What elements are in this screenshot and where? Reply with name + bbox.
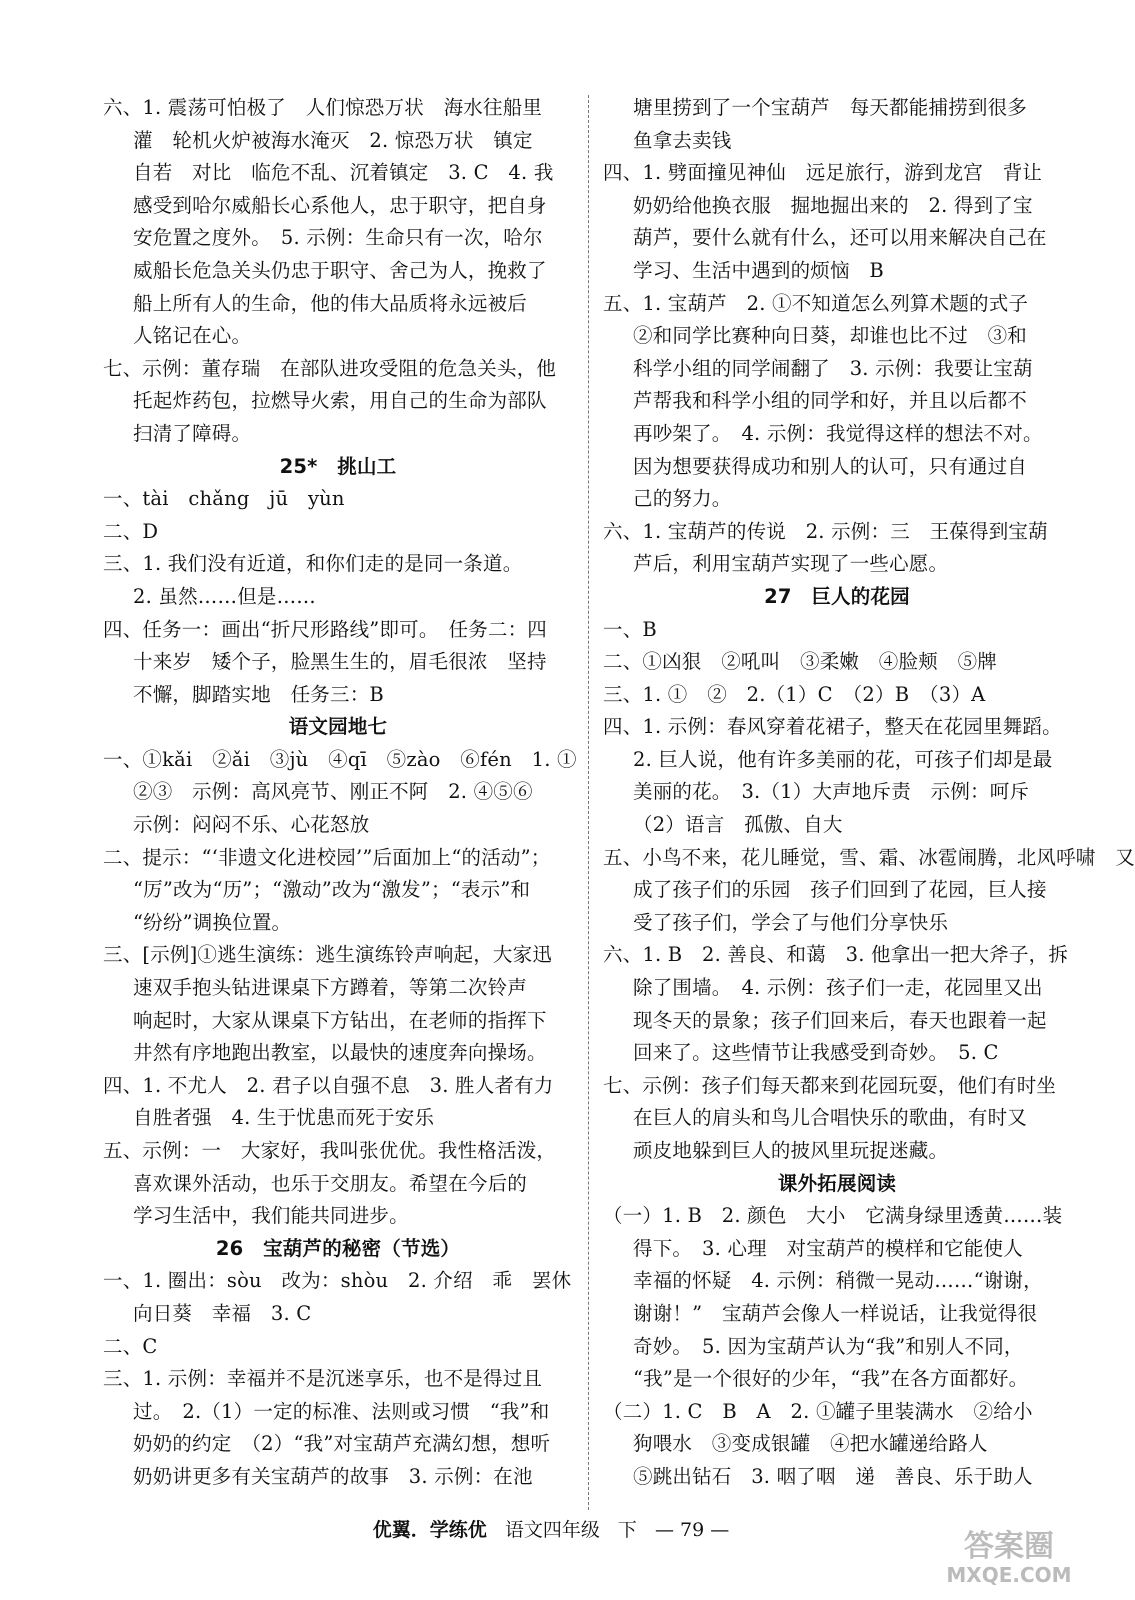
left-text-line: 向日葵 幸福 3. C [133,1301,312,1325]
left-text-line: 三、1. 示例：幸福并不是沉迷享乐，也不是得过且 [103,1367,543,1391]
right-text-line: 学习、生活中遇到的烦恼 B [633,258,884,282]
right-text-line: 芦后，利用宝葫芦实现了一些心愿。 [633,552,949,576]
left-text-line: 船上所有人的生命，他的伟大品质将永远被后 [133,291,528,315]
left-text-line: 三、1. 我们没有近道，和你们走的是同一条道。 [103,552,523,576]
left-text-line: 喜欢课外活动，也乐于交朋友。希望在今后的 [133,1171,528,1195]
right-text-line: 五、小鸟不来，花儿睡觉，雪、霜、冰雹闹腾，北风呼啸 又 [603,845,1135,869]
right-text-line: 因为想要获得成功和别人的认可，只有通过自 [633,454,1028,478]
left-text-line: 一、1. 圈出：sòu 改为：shòu 2. 介绍 乖 罢休 [103,1269,572,1293]
left-text-line: 奶奶的约定 （2）“我”对宝葫芦充满幻想，想听 [133,1432,551,1456]
footer-page-number: — 79 — [654,1519,730,1541]
right-section-heading: 27 巨人的花园 [764,584,910,608]
column-divider [588,95,589,1510]
left-section-heading: 26 宝葫芦的秘密（节选） [215,1236,461,1260]
watermark-text-top: 答案圈 [964,1529,1054,1564]
right-text-line: 美丽的花。 3.（1）大声地斥责 示例：呵斥 [633,780,1030,804]
left-text-line: 五、示例：一 大家好，我叫张优优。我性格活泼， [103,1139,557,1162]
watermark-logo [934,1522,1084,1588]
left-text-line: 七、示例：董存瑞 在部队进攻受阻的危急关头，他 [103,356,557,380]
right-text-line: 六、1. B 2. 善良、和蔼 3. 他拿出一把大斧子，拆 [603,943,1069,967]
right-text-line: 2. 巨人说，他有许多美丽的花，可孩子们却是最 [633,747,1053,771]
left-text-line: 2. 虽然……但是…… [133,584,317,608]
left-text-line: 三、[示例]①逃生演练：逃生演练铃声响起，大家迅 [103,943,553,967]
right-text-line: （2）语言 孤傲、自大 [633,813,843,837]
left-section-heading: 语文园地七 [288,715,388,739]
right-text-line: 回来了。这些情节让我感受到奇妙。 5. C [633,1041,999,1065]
right-text-line: 谢谢！” 宝葫芦会像人一样说话，让我觉得很 [633,1301,1038,1325]
right-text-line: 七、示例：孩子们每天都来到花园玩耍，他们有时坐 [603,1073,1057,1097]
right-text-line: 奇妙。 5. 因为宝葫芦认为“我”和别人不同， [633,1334,1024,1358]
footer-brand: 优翼．学练优 [372,1519,487,1541]
right-section-heading: 课外拓展阅读 [777,1171,897,1195]
right-text-line: 三、1. ① ② 2.（1）C （2）B （3）A [603,682,986,706]
left-text-line: 扫清了障碍。 [133,421,252,445]
right-text-line: 鱼拿去卖钱 [633,128,732,152]
left-text-line: 奶奶讲更多有关宝葫芦的故事 3. 示例：在池 [133,1464,533,1488]
right-text-line: 二、①凶狠 ②吼叫 ③柔嫩 ④脸颊 ⑤牌 [603,650,998,674]
left-text-line: “纷纷”调换位置。 [133,910,292,934]
right-text-line: 芦帮我和科学小组的同学和好，并且以后都不 [633,389,1028,413]
left-text-line: 托起炸药包，拉燃导火索，用自己的生命为部队 [133,389,547,413]
left-text-line: 四、任务一：画出“折尺形路线”即可。 任务二：四 [103,617,547,641]
right-text-line: 四、1. 示例：春风穿着花裙子，整天在花园里舞蹈。 [603,715,1062,739]
left-text-line: 感受到哈尔威船长心系他人，忠于职守，把自身 [133,193,547,217]
right-text-line: ⑤跳出钻石 3. 咽了咽 递 善良、乐于助人 [633,1464,1033,1488]
right-text-line: 四、1. 劈面撞见神仙 远足旅行，游到龙宫 背让 [603,161,1043,185]
right-text-line: 现冬天的景象；孩子们回来后，春天也跟着一起 [633,1008,1047,1032]
left-text-line: 过。 2.（1）一定的标准、法则或习惯 “我”和 [133,1399,550,1423]
left-text-line: 一、tài chǎng jū yùn [103,487,345,511]
left-text-line: 十来岁 矮个子，脸黑生生的，眉毛很浓 坚持 [133,650,547,674]
left-text-line: 响起时，大家从课桌下方钻出，在老师的指挥下 [133,1008,547,1032]
left-text-line: 井然有序地跑出教室，以最快的速度奔向操场。 [133,1041,547,1065]
left-text-line: 速双手抱头钻进课桌下方蹲着，等第二次铃声 [133,976,528,1000]
right-text-line: 再吵架了。 4. 示例：我觉得这样的想法不对。 [633,421,1043,445]
left-text-line: 灌 轮机火炉被海水淹灭 2. 惊恐万状 镇定 [133,128,533,152]
right-text-line: 奶奶给他换衣服 掘地掘出来的 2. 得到了宝 [633,193,1033,217]
left-text-line: 四、1. 不尤人 2. 君子以自强不息 3. 胜人者有力 [103,1073,554,1097]
right-text-line: 除了围墙。 4. 示例：孩子们一走，花园里又出 [633,976,1043,1000]
left-text-line: 人铭记在心。 [133,324,252,348]
left-text-line: 示例：闷闷不乐、心花怒放 [133,813,370,837]
left-text-line: 一、①kǎi ②ǎi ③jù ④qī ⑤zào ⑥fén 1. ① [103,747,577,771]
right-text-line: （二）1. C B A 2. ①罐子里装满水 ②给小 [603,1399,1033,1423]
right-text-line: 顽皮地躲到巨人的披风里玩捉迷藏。 [633,1139,949,1162]
left-text-line: 安危置之度外。 5. 示例：生命只有一次，哈尔 [133,226,543,250]
left-text-line: 不懈，脚踏实地 任务三：B [133,682,384,706]
footer-subject: 语文四年级 [504,1519,600,1541]
left-text-line: 威船长危急关头仍忠于职守、舍己为人，挽救了 [133,258,547,282]
left-text-line: 学习生活中，我们能共同进步。 [133,1204,409,1228]
right-text-line: 五、1. 宝葫芦 2. ①不知道怎么列算术题的式子 [603,291,1029,315]
right-text-line: （一）1. B 2. 颜色 大小 它满身绿里透黄……装 [603,1204,1063,1228]
left-text-line: 二、D [103,519,159,543]
right-text-line: 科学小组的同学闹翻了 3. 示例：我要让宝葫 [633,356,1033,380]
left-text-line: 自若 对比 临危不乱、沉着镇定 3. C 4. 我 [133,161,554,185]
right-text-line: 在巨人的肩头和鸟儿合唱快乐的歌曲，有时又 [633,1106,1028,1130]
right-text-line: 受了孩子们，学会了与他们分享快乐 [633,910,949,934]
left-text-line: 六、1. 震荡可怕极了 人们惊恐万状 海水往船里 [103,96,543,119]
left-text-line: ②③ 示例：高风亮节、刚正不阿 2. ④⑤⑥ [133,780,533,804]
left-text-line: 自胜者强 4. 生于忧患而死于安乐 [133,1106,435,1130]
left-text-line: 二、提示：“‘非遗文化进校园’”后面加上“的活动”； [103,845,551,869]
right-text-line: 一、B [603,617,657,641]
right-text-line: “我”是一个很好的少年，“我”在各方面都好。 [633,1367,1029,1391]
right-text-line: ②和同学比赛种向日葵，却谁也比不过 ③和 [633,324,1028,348]
right-text-line: 塘里捞到了一个宝葫芦 每天都能捕捞到很多 [633,96,1028,119]
left-column [103,92,577,1494]
right-text-line: 得下。 3. 心理 对宝葫芦的模样和它能使人 [633,1236,1023,1260]
left-text-line: “厉”改为“历”；“激动”改为“激发”；“表示”和 [133,878,531,902]
right-text-line: 狗喂水 ③变成银罐 ④把水罐递给路人 [633,1432,988,1456]
right-text-line: 幸福的怀疑 4. 示例：稍微一晃动……“谢谢， [633,1269,1043,1293]
footer-term: 下 [617,1519,637,1541]
watermark-text-bottom: MXQE.COM [946,1563,1072,1587]
left-text-line: 二、C [103,1334,158,1358]
left-section-heading: 25* 挑山工 [279,454,397,478]
right-column [603,92,1135,1494]
right-text-line: 己的努力。 [633,487,732,511]
right-text-line: 葫芦，要什么就有什么，还可以用来解决自己在 [633,226,1047,250]
right-text-line: 成了孩子们的乐园 孩子们回到了花园，巨人接 [633,878,1047,902]
right-text-line: 六、1. 宝葫芦的传说 2. 示例：三 王葆得到宝葫 [603,519,1048,543]
